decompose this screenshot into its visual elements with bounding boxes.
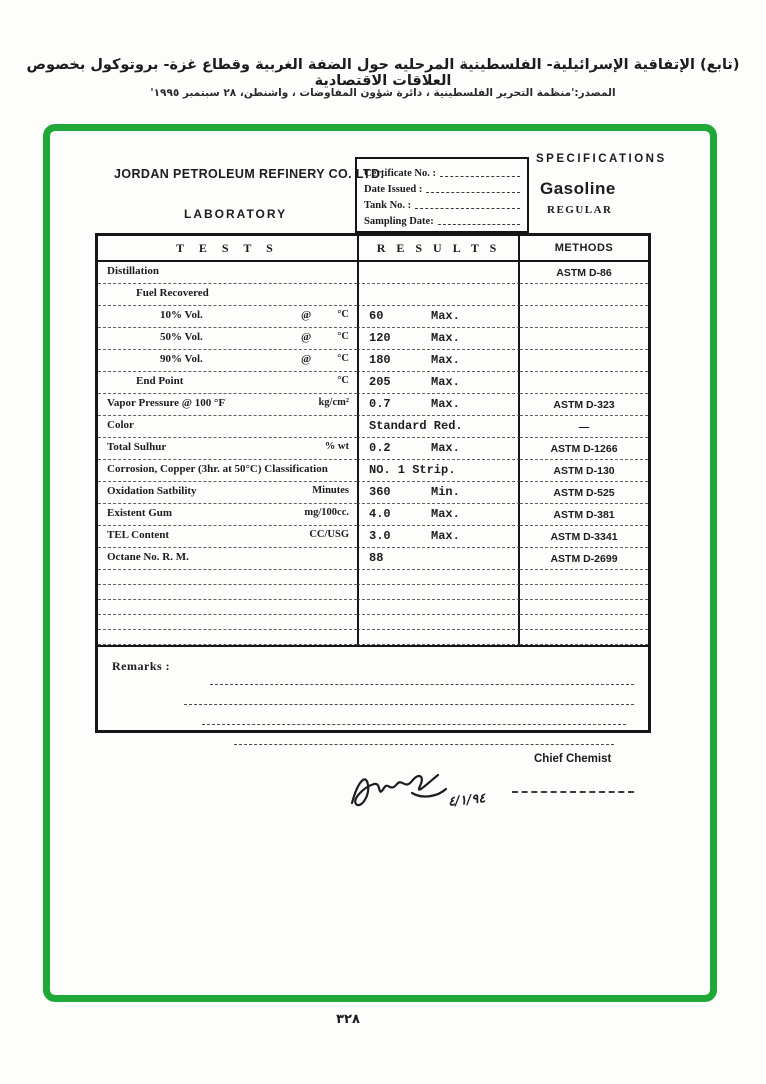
method-cell — [520, 328, 648, 350]
results-cell — [357, 306, 520, 328]
column-header-results: R E S U L T S — [357, 236, 520, 260]
method-cell: ASTM D-1266 — [520, 438, 648, 460]
tests-table-body — [98, 262, 648, 570]
tests-cell — [98, 284, 357, 306]
test-unit: CC/USG — [309, 529, 349, 540]
result-value: 180 — [369, 353, 391, 367]
remarks-fill-line — [234, 725, 614, 745]
tests-cell — [98, 350, 357, 372]
table-row — [98, 328, 648, 350]
company-name: JORDAN PETROLEUM REFINERY CO. LTD. — [114, 167, 385, 181]
results-cell — [357, 482, 520, 504]
green-highlight-frame — [43, 124, 717, 1002]
test-name: 90% Vol. — [160, 353, 203, 365]
results-cell — [357, 328, 520, 350]
test-unit: Minutes — [312, 485, 349, 496]
table-row — [98, 284, 648, 306]
result-limit: Max. — [431, 397, 460, 411]
method-cell — [520, 284, 648, 306]
arabic-source-line: المصدر:'منظمة التحرير الفلسطينية ، دائرة شؤون المفاوضات ، واشنطن، ٢٨ سبتمبر ١٩٩٥' — [150, 87, 616, 99]
tests-table-empty-rows — [98, 570, 648, 645]
remarks-fill-line — [210, 665, 634, 685]
test-unit: °C — [337, 309, 349, 320]
results-cell — [357, 394, 520, 416]
table-empty-row — [98, 630, 648, 645]
tests-cell — [98, 394, 357, 416]
result-limit: Max. — [431, 353, 460, 367]
tests-cell — [98, 526, 357, 548]
results-cell-empty — [357, 585, 520, 600]
table-row — [98, 438, 648, 460]
table-row — [98, 306, 648, 328]
table-row — [98, 262, 648, 284]
method-cell: — — [520, 416, 648, 438]
arabic-header-title: (تابع) الإتفاقية الإسرائيلية- الفلسطينية المرحليه حول الضفة الغربية وقطاع غزة- بروتوكول بخصوص العلاقات الاقتصادية — [26, 57, 740, 89]
test-unit: °C — [337, 375, 349, 386]
results-cell — [357, 504, 520, 526]
result-limit: Min. — [431, 485, 460, 499]
results-cell-empty — [357, 600, 520, 615]
remarks-fill-line — [202, 705, 626, 725]
test-unit: % wt — [324, 441, 349, 452]
tests-cell-empty — [98, 600, 357, 615]
field-label: Tank No. : — [364, 200, 412, 211]
tests-table — [95, 233, 651, 733]
chief-chemist-title: Chief Chemist — [534, 753, 612, 765]
method-cell-empty — [520, 570, 648, 585]
table-row — [98, 482, 648, 504]
remarks-section — [98, 645, 648, 736]
result-value: 0.2 — [369, 441, 391, 455]
field-label: Sampling Date: — [364, 216, 434, 227]
test-unit: °C — [337, 353, 349, 364]
method-cell-empty — [520, 630, 648, 645]
tests-cell — [98, 372, 357, 394]
results-cell-empty — [357, 570, 520, 585]
table-row — [98, 394, 648, 416]
table-empty-row — [98, 570, 648, 585]
handwritten-signature — [342, 759, 472, 821]
tests-cell — [98, 548, 357, 570]
test-unit: mg/100cc. — [304, 507, 349, 518]
tests-cell-empty — [98, 630, 357, 645]
result-value: NO. 1 Strip. — [369, 463, 456, 477]
remarks-label: Remarks : — [112, 659, 171, 673]
column-header-methods: METHODS — [554, 242, 614, 254]
product-grade: REGULAR — [547, 204, 613, 216]
remarks-fill-line — [184, 685, 634, 705]
table-empty-row — [98, 600, 648, 615]
test-name: Color — [107, 419, 134, 431]
remarks-fill-lines — [210, 665, 634, 745]
at-symbol: @ — [301, 309, 312, 321]
results-cell — [357, 548, 520, 570]
result-value: 120 — [369, 331, 391, 345]
method-cell: ASTM D-86 — [520, 262, 648, 284]
tests-cell-empty — [98, 570, 357, 585]
results-cell — [357, 460, 520, 482]
specifications-heading: SPECIFICATIONS — [536, 153, 667, 165]
tests-cell-empty — [98, 585, 357, 600]
certificate-info-field — [364, 164, 520, 179]
test-name: 50% Vol. — [160, 331, 203, 343]
method-cell — [520, 306, 648, 328]
test-unit: °C — [337, 331, 349, 342]
laboratory-label: LABORATORY — [184, 207, 288, 221]
at-symbol: @ — [301, 331, 312, 343]
result-value: 3.0 — [369, 529, 391, 543]
result-value: 360 — [369, 485, 391, 499]
tests-cell — [98, 438, 357, 460]
at-symbol: @ — [301, 353, 312, 365]
table-empty-row — [98, 615, 648, 630]
result-value: 88 — [369, 551, 384, 565]
result-limit: Max. — [431, 529, 460, 543]
results-cell-empty — [357, 630, 520, 645]
method-cell: ASTM D-323 — [520, 394, 648, 416]
table-row — [98, 548, 648, 570]
certificate-info-field — [364, 212, 520, 227]
signature-line — [512, 791, 634, 793]
method-cell: ASTM D-130 — [520, 460, 648, 482]
results-cell — [357, 438, 520, 460]
results-cell — [357, 526, 520, 548]
result-limit: Max. — [431, 309, 460, 323]
table-row — [98, 504, 648, 526]
tests-cell — [98, 328, 357, 350]
product-name: Gasoline — [540, 179, 616, 198]
test-name: Corrosion, Copper (3hr. at 50°C) Classification — [107, 463, 328, 475]
result-value: 4.0 — [369, 507, 391, 521]
results-cell-empty — [357, 615, 520, 630]
method-cell: ASTM D-3341 — [520, 526, 648, 548]
method-cell-empty — [520, 615, 648, 630]
test-name: 10% Vol. — [160, 309, 203, 321]
result-value: Standard Red. — [369, 419, 463, 433]
results-cell — [357, 350, 520, 372]
method-cell — [520, 372, 648, 394]
certificate-info-field — [364, 180, 520, 195]
field-fill-line — [440, 175, 520, 177]
results-cell — [357, 416, 520, 438]
field-label: Certificate No. : — [364, 168, 437, 179]
test-name: Oxidation Satbility — [107, 485, 197, 497]
result-value: 205 — [369, 375, 391, 389]
method-cell: ASTM D-381 — [520, 504, 648, 526]
tests-cell — [98, 482, 357, 504]
result-limit: Max. — [431, 441, 460, 455]
result-limit: Max. — [431, 375, 460, 389]
results-cell — [357, 284, 520, 306]
tests-cell-empty — [98, 615, 357, 630]
handwritten-date: ٤/١/٩٤ — [447, 791, 487, 810]
table-row — [98, 350, 648, 372]
column-header-tests: T E S T S — [176, 240, 279, 255]
test-name: End Point — [136, 375, 184, 387]
method-cell-empty — [520, 600, 648, 615]
test-name: TEL Content — [107, 529, 170, 541]
test-name: Vapor Pressure @ 100 °F — [107, 397, 226, 409]
certificate-info-box — [355, 157, 529, 233]
page-number: ٣٢٨ — [336, 1012, 360, 1027]
results-cell — [357, 372, 520, 394]
test-name: Distillation — [107, 265, 159, 277]
field-label: Date Issued : — [364, 184, 423, 195]
results-cell — [357, 262, 520, 284]
table-row — [98, 526, 648, 548]
table-row — [98, 372, 648, 394]
method-cell: ASTM D-525 — [520, 482, 648, 504]
result-limit: Max. — [431, 331, 460, 345]
field-fill-line — [426, 191, 520, 193]
test-unit: kg/cm² — [318, 397, 349, 408]
method-cell — [520, 350, 648, 372]
test-name: Existent Gum — [107, 507, 173, 519]
method-cell-empty — [520, 585, 648, 600]
tests-cell — [98, 416, 357, 438]
table-row — [98, 416, 648, 438]
tests-cell — [98, 504, 357, 526]
result-value: 0.7 — [369, 397, 391, 411]
tests-cell — [98, 262, 357, 284]
field-fill-line — [415, 207, 520, 209]
test-name: Octane No. R. M. — [107, 551, 189, 563]
test-name: Total Sulhur — [107, 441, 167, 453]
method-cell: ASTM D-2699 — [520, 548, 648, 570]
tests-cell — [98, 460, 357, 482]
table-empty-row — [98, 585, 648, 600]
tests-table-header — [98, 236, 648, 262]
result-limit: Max. — [431, 507, 460, 521]
result-value: 60 — [369, 309, 384, 323]
certificate-info-field — [364, 196, 520, 211]
field-fill-line — [438, 223, 520, 225]
table-row — [98, 460, 648, 482]
tests-cell — [98, 306, 357, 328]
test-name: Fuel Recovered — [136, 287, 209, 299]
